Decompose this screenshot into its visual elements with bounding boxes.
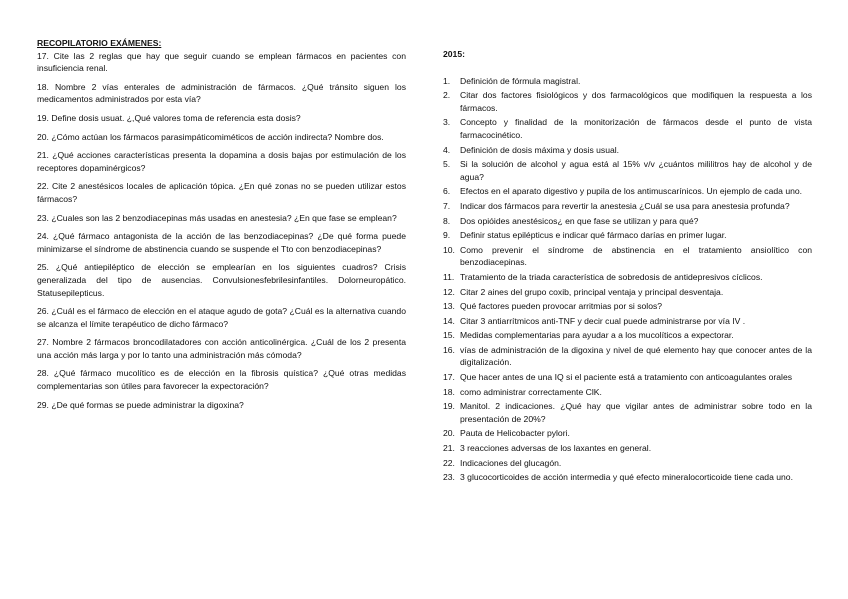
list-item-number: 2. <box>443 90 451 101</box>
list-item <box>443 442 812 455</box>
list-item <box>443 75 812 88</box>
right-question-list <box>443 75 812 484</box>
list-item-number: 20. <box>443 428 455 439</box>
list-item-text: 3 glucocorticoides de acción intermedia y qué efecto mineralocorticoide tiene cada uno. <box>460 472 793 483</box>
list-item-text: Definición de fórmula magistral. <box>460 75 581 86</box>
list-item-text: Como prevenir el síndrome de abstinencia en el tratamiento ansiolítico con benzodiacepinas. <box>460 244 812 268</box>
left-question: 17. Cite las 2 reglas que hay que seguir cuando se emplean fármacos en pacientes con insuficiencia renal. <box>37 50 406 74</box>
list-item <box>443 457 812 470</box>
left-question: 27. Nombre 2 fármacos broncodilatadores con acción anticolinérgica. ¿Cuál de los 2 presenta una acción más larga y por lo tanto una administración más cómoda? <box>37 337 406 360</box>
list-item-number: 23. <box>443 472 455 483</box>
list-item <box>443 89 812 114</box>
list-item <box>443 286 812 299</box>
list-item <box>443 244 812 269</box>
left-question: 28. ¿Qué fármaco mucolítico es de elección en la fibrosis quística? ¿Qué otras medidas complementarias son útiles para favorecer la expectoración? <box>37 368 406 392</box>
left-column <box>37 37 406 417</box>
list-item-number: 3. <box>443 117 451 128</box>
list-item-text: Si la solución de alcohol y agua está al 15% v/v ¿cuántos mililitros hay de alcohol y de agua? <box>460 159 812 182</box>
list-item-text: Indicar dos fármacos para revertir la anestesia ¿Cuál se usa para anestesia profunda? <box>460 200 790 211</box>
list-item <box>443 158 812 183</box>
list-item <box>443 315 812 328</box>
list-item <box>443 329 812 342</box>
left-question: 24. ¿Qué fármaco antagonista de la acción de las benzodiacepinas? ¿De qué forma puede minimizarse el síndrome de abstinencia cuando se suspende el Tto con benzodiacepinas? <box>37 231 406 254</box>
list-item-text: Efectos en el aparato digestivo y pupila de los antimuscarínicos. Un ejemplo de cada uno. <box>460 186 803 197</box>
section-title-2015: 2015: <box>443 49 465 59</box>
list-item <box>443 215 812 228</box>
list-item-text: como administrar correctamente ClK. <box>460 386 602 397</box>
list-item <box>443 300 812 313</box>
list-item-number: 1. <box>443 75 451 86</box>
list-item <box>443 144 812 157</box>
left-question: 21. ¿Qué acciones características presenta la dopamina a dosis bajas por estimulación de los receptores dopaminérgicos? <box>37 150 406 173</box>
list-item-text: Concepto y finalidad de la monitorización de fármacos desde el punto de vista farmacocinético. <box>460 117 812 140</box>
list-item-number: 9. <box>443 230 451 241</box>
list-item <box>443 344 812 369</box>
list-item <box>443 185 812 198</box>
document-title: RECOPILATORIO EXÁMENES: <box>37 38 162 48</box>
list-item-text: Citar dos factores fisiológicos y dos farmacológicos que modifiquen la respuesta a los fármacos. <box>460 90 812 113</box>
list-item-text: 3 reacciones adversas de los laxantes en general. <box>460 443 652 454</box>
list-item <box>443 371 812 384</box>
list-item-number: 19. <box>443 401 455 412</box>
list-item-text: Indicaciones del glucagón. <box>460 457 562 468</box>
list-item-number: 7. <box>443 200 451 211</box>
left-question: 25. ¿Qué antiepiléptico de elección se emplearían en los siguientes cuadros? Crisis generalizada del tipo de ausencias. Convulsionesfebrilesinfantiles. Dolorneuropático. Statusepilepticus. <box>37 262 406 298</box>
left-question-list <box>37 50 406 412</box>
list-item-text: Pauta de Helicobacter pylori. <box>460 428 570 439</box>
list-item-number: 12. <box>443 286 455 297</box>
list-item-number: 6. <box>443 186 451 197</box>
left-question: 19. Define dosis usuat. ¿,Qué valores toma de referencia esta dosis? <box>37 112 301 123</box>
list-item-number: 15. <box>443 330 455 341</box>
list-item-number: 22. <box>443 457 455 468</box>
list-item-number: 5. <box>443 159 451 170</box>
left-question: 23. ¿Cuales son las 2 benzodiacepinas más usadas en anestesia? ¿En que fase se emplean? <box>37 212 397 223</box>
list-item-text: Dos opióides anestésicos¿ en que fase se utilizan y para qué? <box>460 215 699 226</box>
list-item <box>443 427 812 440</box>
list-item-text: Definir status epilépticus e indicar qué fármaco darías en primer lugar. <box>460 230 727 241</box>
list-item-text: Citar 3 antiarrítmicos anti-TNF y decir cual puede administrarse por vía IV . <box>460 315 746 326</box>
list-item-number: 13. <box>443 301 455 312</box>
left-question: 26. ¿Cuál es el fármaco de elección en el ataque agudo de gota? ¿Cuál es la alternativa cuando se alcanza el límite terapéutico de dicho fármaco? <box>37 306 406 329</box>
list-item-text: Manitol. 2 indicaciones. ¿Qué hay que vigilar antes de administrar sobre todo en la presentación de 20%? <box>460 401 812 424</box>
list-item <box>443 471 812 484</box>
list-item-text: Citar 2 aines del grupo coxib, principal ventaja y principal desventaja. <box>460 286 724 297</box>
list-item-number: 10. <box>443 244 455 255</box>
list-item <box>443 116 812 141</box>
list-item-text: vías de administración de la digoxina y nivel de qué elemento hay que conocer antes de la digitalización. <box>460 344 812 368</box>
left-question: 29. ¿De qué formas se puede administrar la digoxina? <box>37 399 244 410</box>
list-item <box>443 386 812 399</box>
list-item-text: Definición de dosis máxima y dosis usual. <box>460 144 620 155</box>
list-item-number: 4. <box>443 144 451 155</box>
list-item-number: 17. <box>443 372 455 383</box>
list-item <box>443 400 812 425</box>
list-item-number: 21. <box>443 443 455 454</box>
right-column <box>443 48 812 486</box>
left-question: 20. ¿Cómo actúan los fármacos parasimpáticomiméticos de acción indirecta? Nombre dos. <box>37 131 384 142</box>
list-item-number: 16. <box>443 344 455 355</box>
list-item-text: Medidas complementarias para ayudar a a los mucolíticos a expectorar. <box>460 330 734 341</box>
list-item-number: 18. <box>443 386 455 397</box>
list-item-number: 8. <box>443 215 451 226</box>
list-item-number: 11. <box>443 271 455 282</box>
list-item <box>443 200 812 213</box>
list-item <box>443 271 812 284</box>
list-item-text: Qué factores pueden provocar arritmias por si solos? <box>460 301 663 312</box>
left-question: 22. Cite 2 anestésicos locales de aplicación tópica. ¿En qué zonas no se pueden utilizar estos fármacos? <box>37 181 406 204</box>
list-item-text: Que hacer antes de una IQ si el paciente está a tratamiento con anticoagulantes orales <box>460 372 793 383</box>
list-item-text: Tratamiento de la triada característica de sobredosis de antidepresivos cíclicos. <box>460 271 763 282</box>
list-item-number: 14. <box>443 315 455 326</box>
left-question: 18. Nombre 2 vías enterales de administración de fármacos. ¿Qué tránsito siguen los medicamentos administrados por esta vía? <box>37 81 406 105</box>
list-item <box>443 229 812 242</box>
